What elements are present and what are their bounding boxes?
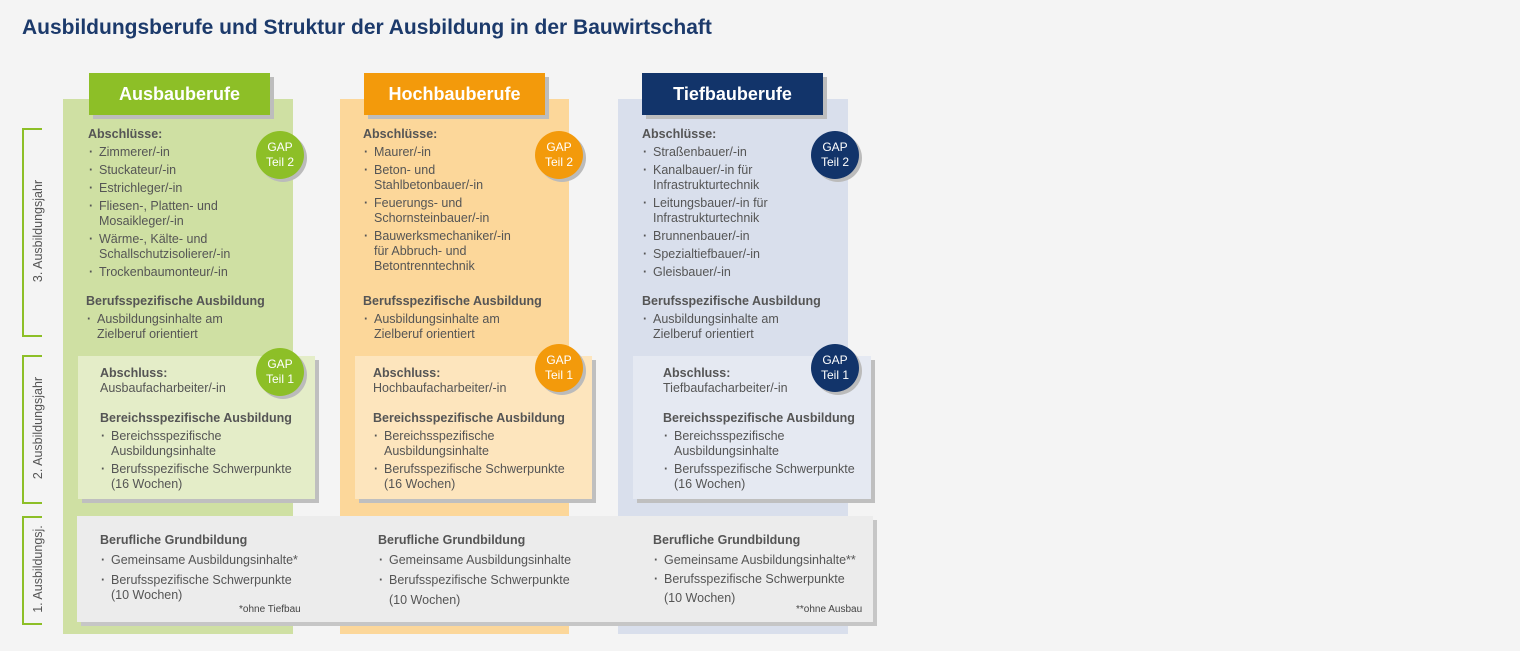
list-item: · Feuerungs- und Schornsteinbauer/-in [363,196,528,226]
gap-label: GAP [267,357,293,371]
berufsspezifische-heading: Berufsspezifische Ausbildung [86,294,265,308]
page-title: Ausbildungsberufe und Struktur der Ausbildung in der Bauwirtschaft [22,16,712,39]
gap-teil1-badge-ausbau [256,348,304,396]
list-item: · Gleisbauer/-in [642,265,807,280]
abschluesse-list [88,145,256,280]
list-item: · Trockenbaumonteur/-in [88,265,256,280]
berufsspezifische-list [642,312,837,342]
gap-teil2-badge-ausbau [256,131,304,179]
list-item: · Ausbildungsinhalte am Zielberuf orientiert [642,312,813,342]
list-item: · Leitungsbauer/-in für Infrastrukturtechnik [642,196,807,226]
gap-part-label: Teil 1 [265,372,294,386]
bereichsspezifische-list [100,429,305,492]
list-item: · Kanalbauer/-in für Infrastrukturtechnik [642,163,807,193]
list-item: · Bereichsspezifische Ausbildungsinhalte [373,429,514,459]
grundbildung-list [378,553,618,588]
list-item: · Gemeinsame Ausbildungsinhalte [378,553,618,568]
year1-tiefbau [653,533,883,606]
year3-hochbau [363,127,528,277]
gap-part-label: Teil 2 [820,155,849,169]
abschluss-text: Ausbaufacharbeiter/-in [100,381,226,395]
list-item: · Estrichleger/-in [88,181,256,196]
list-item: · Berufsspezifische Schwerpunkte (16 Wochen) [100,462,305,492]
list-item: · Maurer/-in [363,145,528,160]
gap-label: GAP [267,140,293,154]
list-item: · Wärme-, Kälte- und Schallschutzisolierer/-in [88,232,256,262]
year1-label: 1. Ausbildungsj. [31,525,45,613]
grundbildung-duration: (10 Wochen) [389,593,461,607]
list-item: · Zimmerer/-in [88,145,256,160]
grundbildung-duration: (10 Wochen) [664,591,736,605]
year1-box [77,516,873,622]
gap-part-label: Teil 1 [544,368,573,382]
list-item: · Ausbildungsinhalte am Zielberuf orientiert [363,312,534,342]
grundbildung-heading: Berufliche Grundbildung [100,533,248,547]
abschluss-heading: Abschluss: [373,366,441,380]
grundbildung-list [653,553,883,587]
column-header-tiefbau: Tiefbauberufe [642,73,823,115]
year3-ausbau-berufsspezifisch [86,294,276,345]
list-item: · Berufsspezifische Schwerpunkte [378,573,618,588]
year1-ausbau [100,533,340,606]
abschluesse-heading: Abschlüsse: [642,127,717,141]
berufsspezifische-list [86,312,276,342]
gap-label: GAP [822,140,848,154]
berufsspezifische-heading: Berufsspezifische Ausbildung [363,294,542,308]
abschluss-text: Hochbaufacharbeiter/-in [373,381,507,395]
list-item: · Berufsspezifische Schwerpunkte (16 Wochen) [663,462,868,492]
list-item: · Ausbildungsinhalte am Zielberuf orientiert [86,312,257,342]
footnote-ausbau: *ohne Tiefbau [239,604,301,615]
bereichsspezifische-heading: Bereichsspezifische Ausbildung [100,411,292,425]
list-item: · Berufsspezifische Schwerpunkte [653,572,883,587]
gap-teil1-badge-tiefbau [811,344,859,392]
year3-tiefbau [642,127,807,283]
gap-part-label: Teil 1 [820,368,849,382]
footnote-tiefbau: **ohne Ausbau [796,604,863,615]
abschluss-heading: Abschluss: [663,366,731,380]
bereichsspezifische-heading: Bereichsspezifische Ausbildung [373,411,565,425]
berufsspezifische-heading: Berufsspezifische Ausbildung [642,294,821,308]
list-item: · Bereichsspezifische Ausbildungsinhalte [100,429,241,459]
abschluesse-heading: Abschlüsse: [88,127,163,141]
list-item: · Gemeinsame Ausbildungsinhalte* [100,553,340,568]
abschluss-text: Tiefbaufacharbeiter/-in [663,381,788,395]
gap-teil1-badge-hochbau [535,344,583,392]
gap-teil2-badge-hochbau [535,131,583,179]
berufsspezifische-list [363,312,558,342]
list-item: · Fliesen-, Platten- und Mosaikleger/-in [88,199,256,229]
column-header-ausbau: Ausbauberufe [89,73,270,115]
list-item: · Bereichsspezifische Ausbildungsinhalte [663,429,804,459]
year3-ausbau [88,127,256,283]
abschluesse-list [363,145,528,274]
bereichsspezifische-heading: Bereichsspezifische Ausbildung [663,411,855,425]
bereichsspezifische-list [663,429,868,492]
year3-label: 3. Ausbildungsjahr [31,179,45,283]
list-item: · Stuckateur/-in [88,163,256,178]
gap-part-label: Teil 2 [265,155,294,169]
gap-label: GAP [822,353,848,367]
bereichsspezifische-list [373,429,578,492]
grundbildung-list [100,553,340,603]
year3-tiefbau-berufsspezifisch [642,294,837,345]
list-item: · Berufsspezifische Schwerpunkte (10 Wochen) [100,573,301,603]
grundbildung-heading: Berufliche Grundbildung [653,533,801,547]
gap-part-label: Teil 2 [544,155,573,169]
list-item: · Brunnenbauer/-in [642,229,807,244]
year1-hochbau [378,533,618,608]
list-item: · Bauwerksmechaniker/-in für Abbruch- und Betontrenntechnik [363,229,528,274]
gap-teil2-badge-tiefbau [811,131,859,179]
abschluss-heading: Abschluss: [100,366,168,380]
year2-label: 2. Ausbildungsjahr [31,376,45,480]
abschluesse-heading: Abschlüsse: [363,127,438,141]
list-item: · Berufsspezifische Schwerpunkte (16 Wochen) [373,462,578,492]
list-item: · Straßenbauer/-in [642,145,807,160]
list-item: · Gemeinsame Ausbildungsinhalte** [653,553,883,568]
abschluesse-list [642,145,807,280]
list-item: · Beton- und Stahlbetonbauer/-in [363,163,528,193]
list-item: · Spezialtiefbauer/-in [642,247,807,262]
gap-label: GAP [546,353,572,367]
grundbildung-heading: Berufliche Grundbildung [378,533,526,547]
year3-hochbau-berufsspezifisch [363,294,558,345]
column-header-hochbau: Hochbauberufe [364,73,545,115]
gap-label: GAP [546,140,572,154]
